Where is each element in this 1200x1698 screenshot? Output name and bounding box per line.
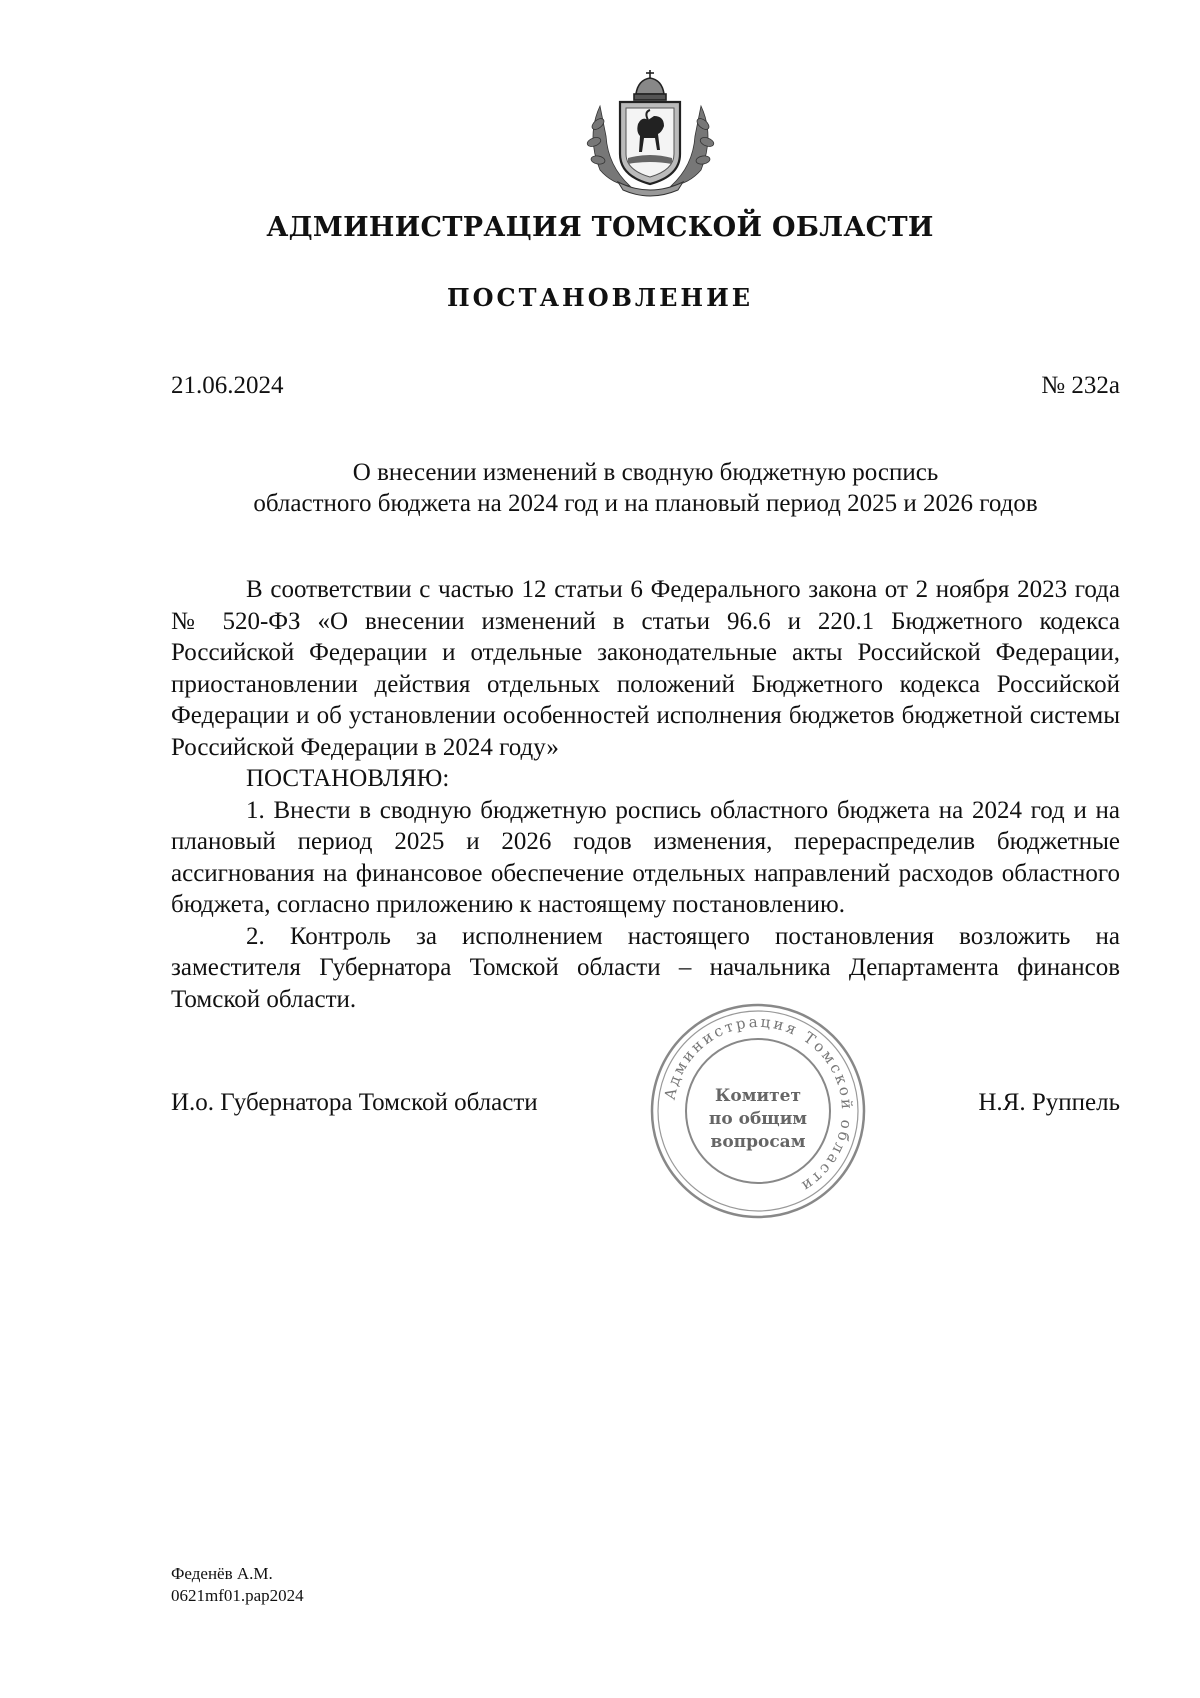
document-number: № 232а [1041,372,1120,399]
stamp-center-line-1: Комитет [714,1086,802,1106]
signatory-name: Н.Я. Руппель [978,1089,1120,1116]
body-item-1: 1. Внести в сводную бюджетную роспись областного бюджета на 2024 год и на плановый период 2025 и 2026 годов изменения, перераспределив бюджетные ассигнования на финансовое обеспечение отдельных направлений расходов областного бюджета, согласно приложению к настоящему постановлению. [171,796,1120,918]
subject-line-1: О внесении изменений в сводную бюджетную роспись [352,459,939,486]
stamp-ring-text: Администрация Томской области [660,1012,857,1197]
subject-line-2: областного бюджета на 2024 год и на плановый период 2025 и 2026 годов [253,490,1038,517]
file-code: 0621mf01.рар2024 [171,1586,304,1605]
document-date: 21.06.2024 [171,372,284,399]
body-item-2: 2. Контроль за исполнением настоящего постановления возложить на заместителя Губернатора Томской области – начальника Департамента финансов Томской области. [171,922,1120,1013]
stamp-center-line-2: по общим [708,1109,808,1129]
stamp-center-line-3: вопросам [710,1132,806,1152]
signatory-position: И.о. Губернатора Томской области [171,1089,538,1116]
executor-name: Феденёв А.М. [171,1564,273,1583]
organization-title: АДМИНИСТРАЦИЯ ТОМСКОЙ ОБЛАСТИ [266,212,934,243]
decree-heading: ПОСТАНОВЛЯЮ: [246,765,450,792]
official-stamp [647,1000,869,1222]
document-type: ПОСТАНОВЛЕНИЕ [446,283,754,312]
document-subject [171,457,1120,519]
document-body [171,574,1120,1015]
executor-footer [171,1563,304,1607]
coat-of-arms-emblem [578,66,723,198]
preamble-paragraph: В соответствии с частью 12 статьи 6 Федерального закона от 2 ноября 2023 года № 520-ФЗ «О внесении изменений в статьи 96.6 и 220.1 Бюджетного кодекса Российской Федерации и отдельные законодательные акты Российской Федерации, приостановлении действия отдельных положений Бюджетного кодекса Российской Федерации и об установлении особенностей исполнения бюджетов бюджетной системы Российской Федерации в 2024 году» [171,576,1120,761]
